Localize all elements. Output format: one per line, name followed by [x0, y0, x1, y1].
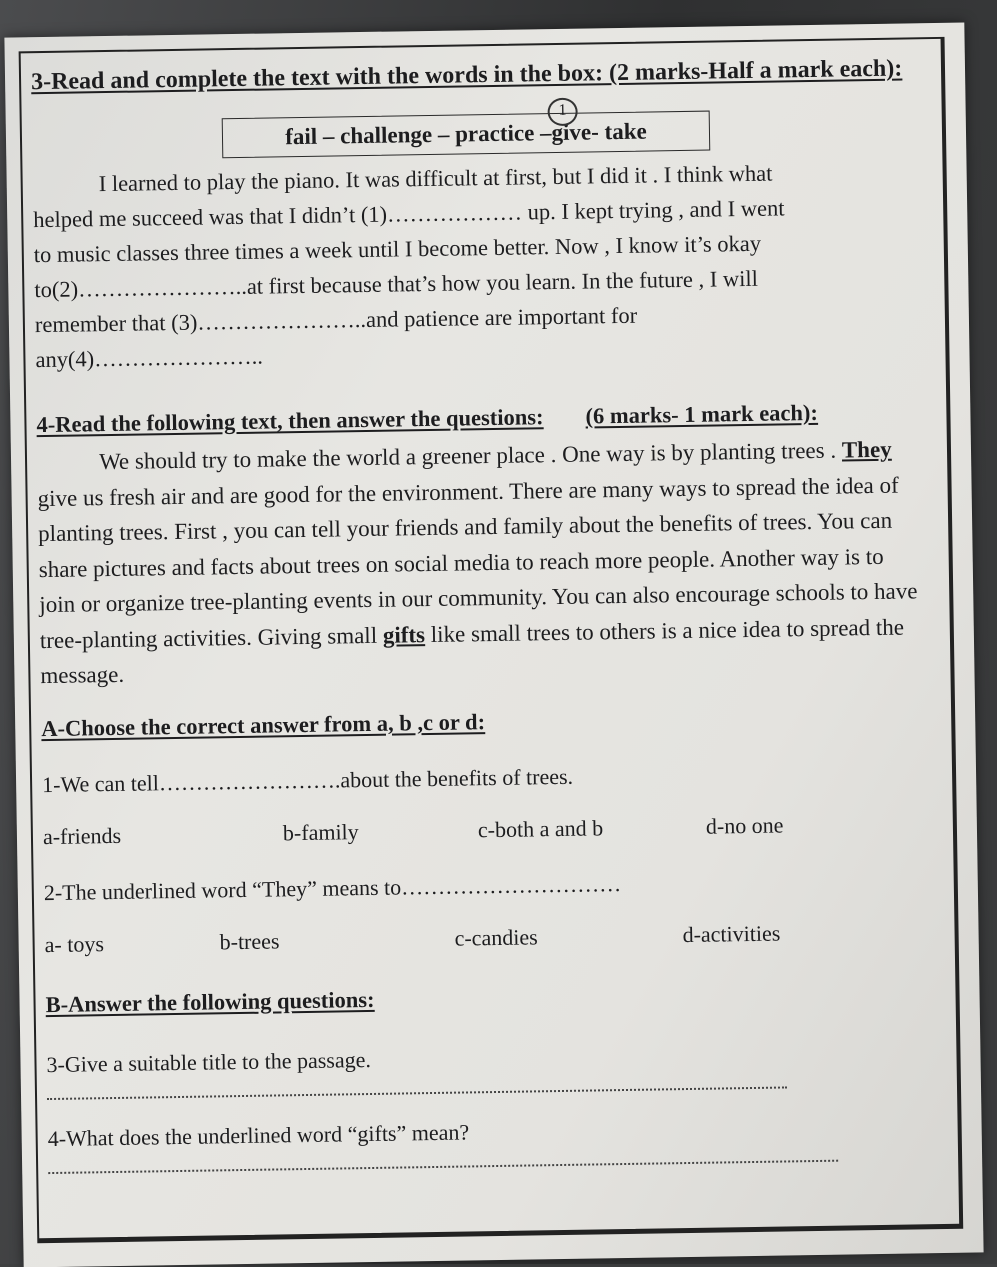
mcq-1-option-c[interactable]: c-both a and b [477, 814, 604, 842]
mcq-1-options [43, 810, 923, 850]
word-box-text: fail – challenge – practice –give- take [285, 118, 647, 150]
circle-mark: 1 [547, 98, 577, 126]
underlined-gifts: gifts [382, 621, 426, 648]
reading-passage [37, 431, 921, 693]
mcq-question-2: 2-The underlined word “They” means to………………………… [43, 870, 622, 905]
open-question-3: 3-Give a suitable title to the passage. [46, 1046, 372, 1077]
passage-part-3: like small trees to others is a nice idea to spread the message. [40, 614, 905, 689]
mcq-1-option-d[interactable]: d-no one [705, 811, 784, 839]
mcq-2-option-c[interactable]: c-candies [454, 923, 538, 951]
cloze-line-3: to music classes three times a week until I become better. Now , I know it’s okay [33, 230, 762, 268]
mcq-2-option-b[interactable]: b-trees [219, 927, 280, 954]
mcq-2-option-d[interactable]: d-activities [682, 920, 781, 947]
cloze-paragraph [32, 153, 915, 377]
mcq-1-option-b[interactable]: b-family [282, 818, 359, 845]
section-a-heading: A-Choose the correct answer from a, b ,c or d: [41, 708, 486, 741]
cloze-line-6: any(4)………………….. [35, 343, 264, 373]
question-4-marks: (6 marks- 1 mark each): [585, 399, 819, 429]
mcq-question-1: 1-We can tell…………………….about the benefits of trees. [41, 763, 574, 797]
exam-sheet [4, 23, 983, 1267]
mcq-2-option-a[interactable]: a- toys [44, 930, 105, 957]
cloze-line-1: I learned to play the piano. It was difficult at first, but I did it . I think what [98, 160, 773, 197]
question-3-heading: 3-Read and complete the text with the words in the box: (2 marks-Half a mark each): [30, 55, 903, 96]
cloze-line-2: helped me succeed was that I didn’t (1)……………… up. I kept trying , and I went [33, 195, 785, 233]
underlined-they: They [841, 436, 892, 463]
passage-part-2: give us fresh air and are good for the environment. There are many ways to spread the idea of planting trees. First , you can tell your friends and family about the benefits of trees. You can share pictures and facts about trees on social media to reach more people. Another way is to join or organize tree-planting events in our community. You can also encourage schools to have tree-planting activities. Giving small [37, 472, 918, 653]
cloze-line-4: to(2)…………………..at first because that’s how you learn. In the future , I will [34, 265, 759, 303]
word-box [222, 101, 711, 159]
open-question-4: 4-What does the underlined word “gifts” mean? [47, 1118, 470, 1151]
exam-content [31, 49, 928, 1173]
answer-line-3[interactable] [47, 1072, 787, 1100]
question-4-title: 4-Read the following text, then answer the questions: [36, 404, 544, 438]
mcq-1-option-a[interactable]: a-friends [42, 822, 122, 849]
passage-part-1: We should try to make the world a greener place . One way is by planting trees . [98, 437, 843, 475]
mcq-2-options [44, 918, 924, 958]
cloze-line-5: remember that (3)…………………..and patience are important for [34, 302, 638, 338]
section-b-heading: B-Answer the following questions: [45, 986, 375, 1017]
